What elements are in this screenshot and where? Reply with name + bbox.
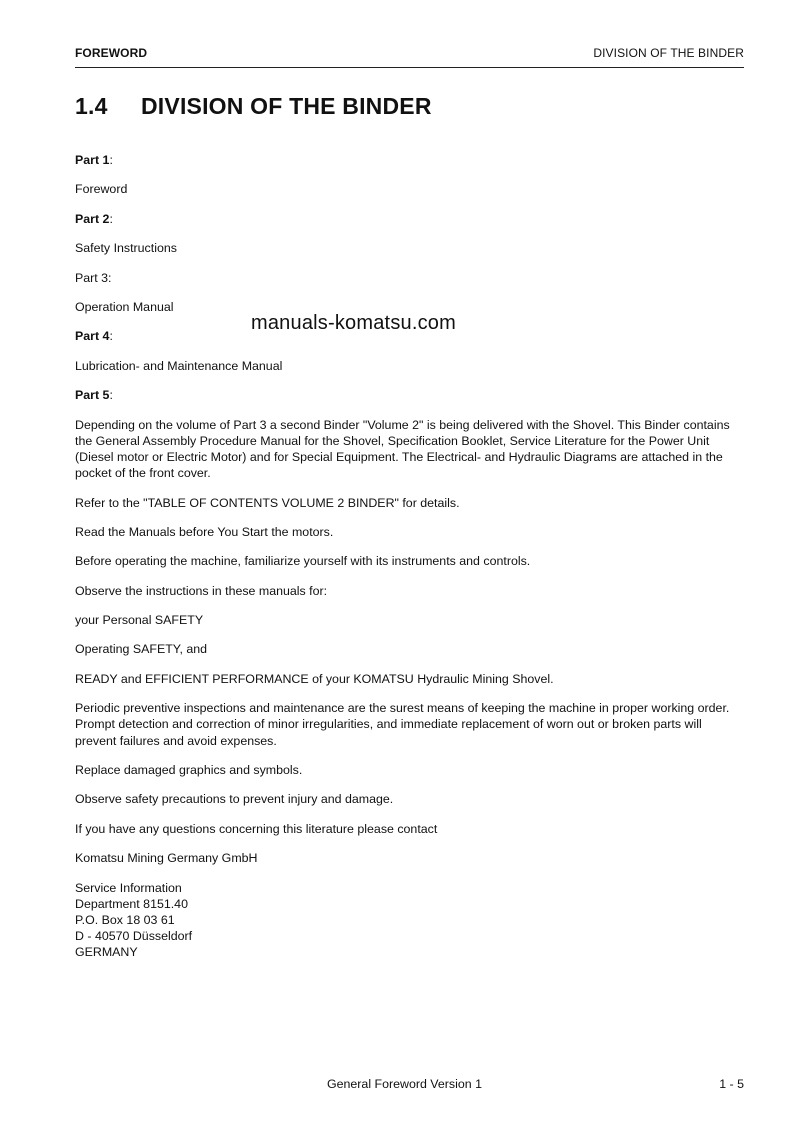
part-2-label: Part 2:	[75, 211, 113, 226]
address-line: D - 40570 Düsseldorf	[75, 929, 193, 944]
precautions-paragraph: Observe safety precautions to prevent injury and damage.	[75, 792, 394, 807]
part-1-label: Part 1:	[75, 153, 113, 167]
volume2-paragraph: Depending on the volume of Part 3 a second Binder "Volume 2" is being delivered with the Shovel. This Binder contains the General Assembly Procedure Manual for the Shovel, Specification Booklet, Service Literature for the Power Unit (Diesel motor or Electric Motor) and for Special Equipment. The Electrical- and Hydraulic Diagrams are attached in the pocket of the front cover.	[75, 417, 730, 481]
address-line: Department 8151.40	[75, 896, 188, 911]
observe-paragraph: Observe the instructions in these manuals for:	[75, 583, 328, 598]
operating-safety-line: Operating SAFETY, and	[75, 642, 208, 657]
part-5-label: Part 5:	[75, 388, 113, 403]
periodic-paragraph: Periodic preventive inspections and maintenance are the surest means of keeping the machine in proper working order. Prompt detection and correction of minor irregularities, and immediate replacement of worn out or broken parts will prevent failures and avoid expenses.	[75, 701, 730, 748]
refer-paragraph: Refer to the "TABLE OF CONTENTS VOLUME 2 BINDER" for details.	[75, 495, 460, 510]
page-number: 1 - 5	[719, 1077, 744, 1091]
watermark: manuals-komatsu.com	[251, 312, 456, 334]
document-body	[75, 152, 744, 974]
part-3-desc: Operation Manual	[75, 299, 174, 314]
contact-address	[75, 880, 744, 961]
part-3-label: Part 3:	[75, 270, 112, 285]
part-1-desc: Foreword	[75, 182, 128, 197]
header-chapter-title: DIVISION OF THE BINDER	[593, 46, 744, 60]
address-line: P.O. Box 18 03 61	[75, 913, 175, 928]
section-title: DIVISION OF THE BINDER	[141, 93, 432, 119]
header-rule	[75, 67, 744, 68]
read-paragraph: Read the Manuals before You Start the motors.	[75, 524, 334, 539]
questions-paragraph: If you have any questions concerning this literature please contact	[75, 821, 438, 836]
part-4-desc: Lubrication- and Maintenance Manual	[75, 358, 283, 373]
page-title	[75, 93, 432, 120]
part-4-label: Part 4:	[75, 329, 113, 344]
footer-version: General Foreword Version 1	[327, 1077, 482, 1091]
replace-paragraph: Replace damaged graphics and symbols.	[75, 763, 303, 778]
performance-line: READY and EFFICIENT PERFORMANCE of your KOMATSU Hydraulic Mining Shovel.	[75, 671, 554, 686]
part-2-desc: Safety Instructions	[75, 241, 177, 256]
before-paragraph: Before operating the machine, familiarize yourself with its instruments and controls.	[75, 554, 531, 569]
page-footer	[75, 1077, 744, 1095]
company-name: Komatsu Mining Germany GmbH	[75, 851, 258, 866]
address-line: GERMANY	[75, 945, 138, 960]
section-number: 1.4	[75, 93, 108, 119]
address-line: Service Information	[75, 880, 182, 895]
page-header	[75, 46, 744, 66]
personal-safety-line: your Personal SAFETY	[75, 613, 204, 628]
header-section-label: FOREWORD	[75, 46, 148, 60]
